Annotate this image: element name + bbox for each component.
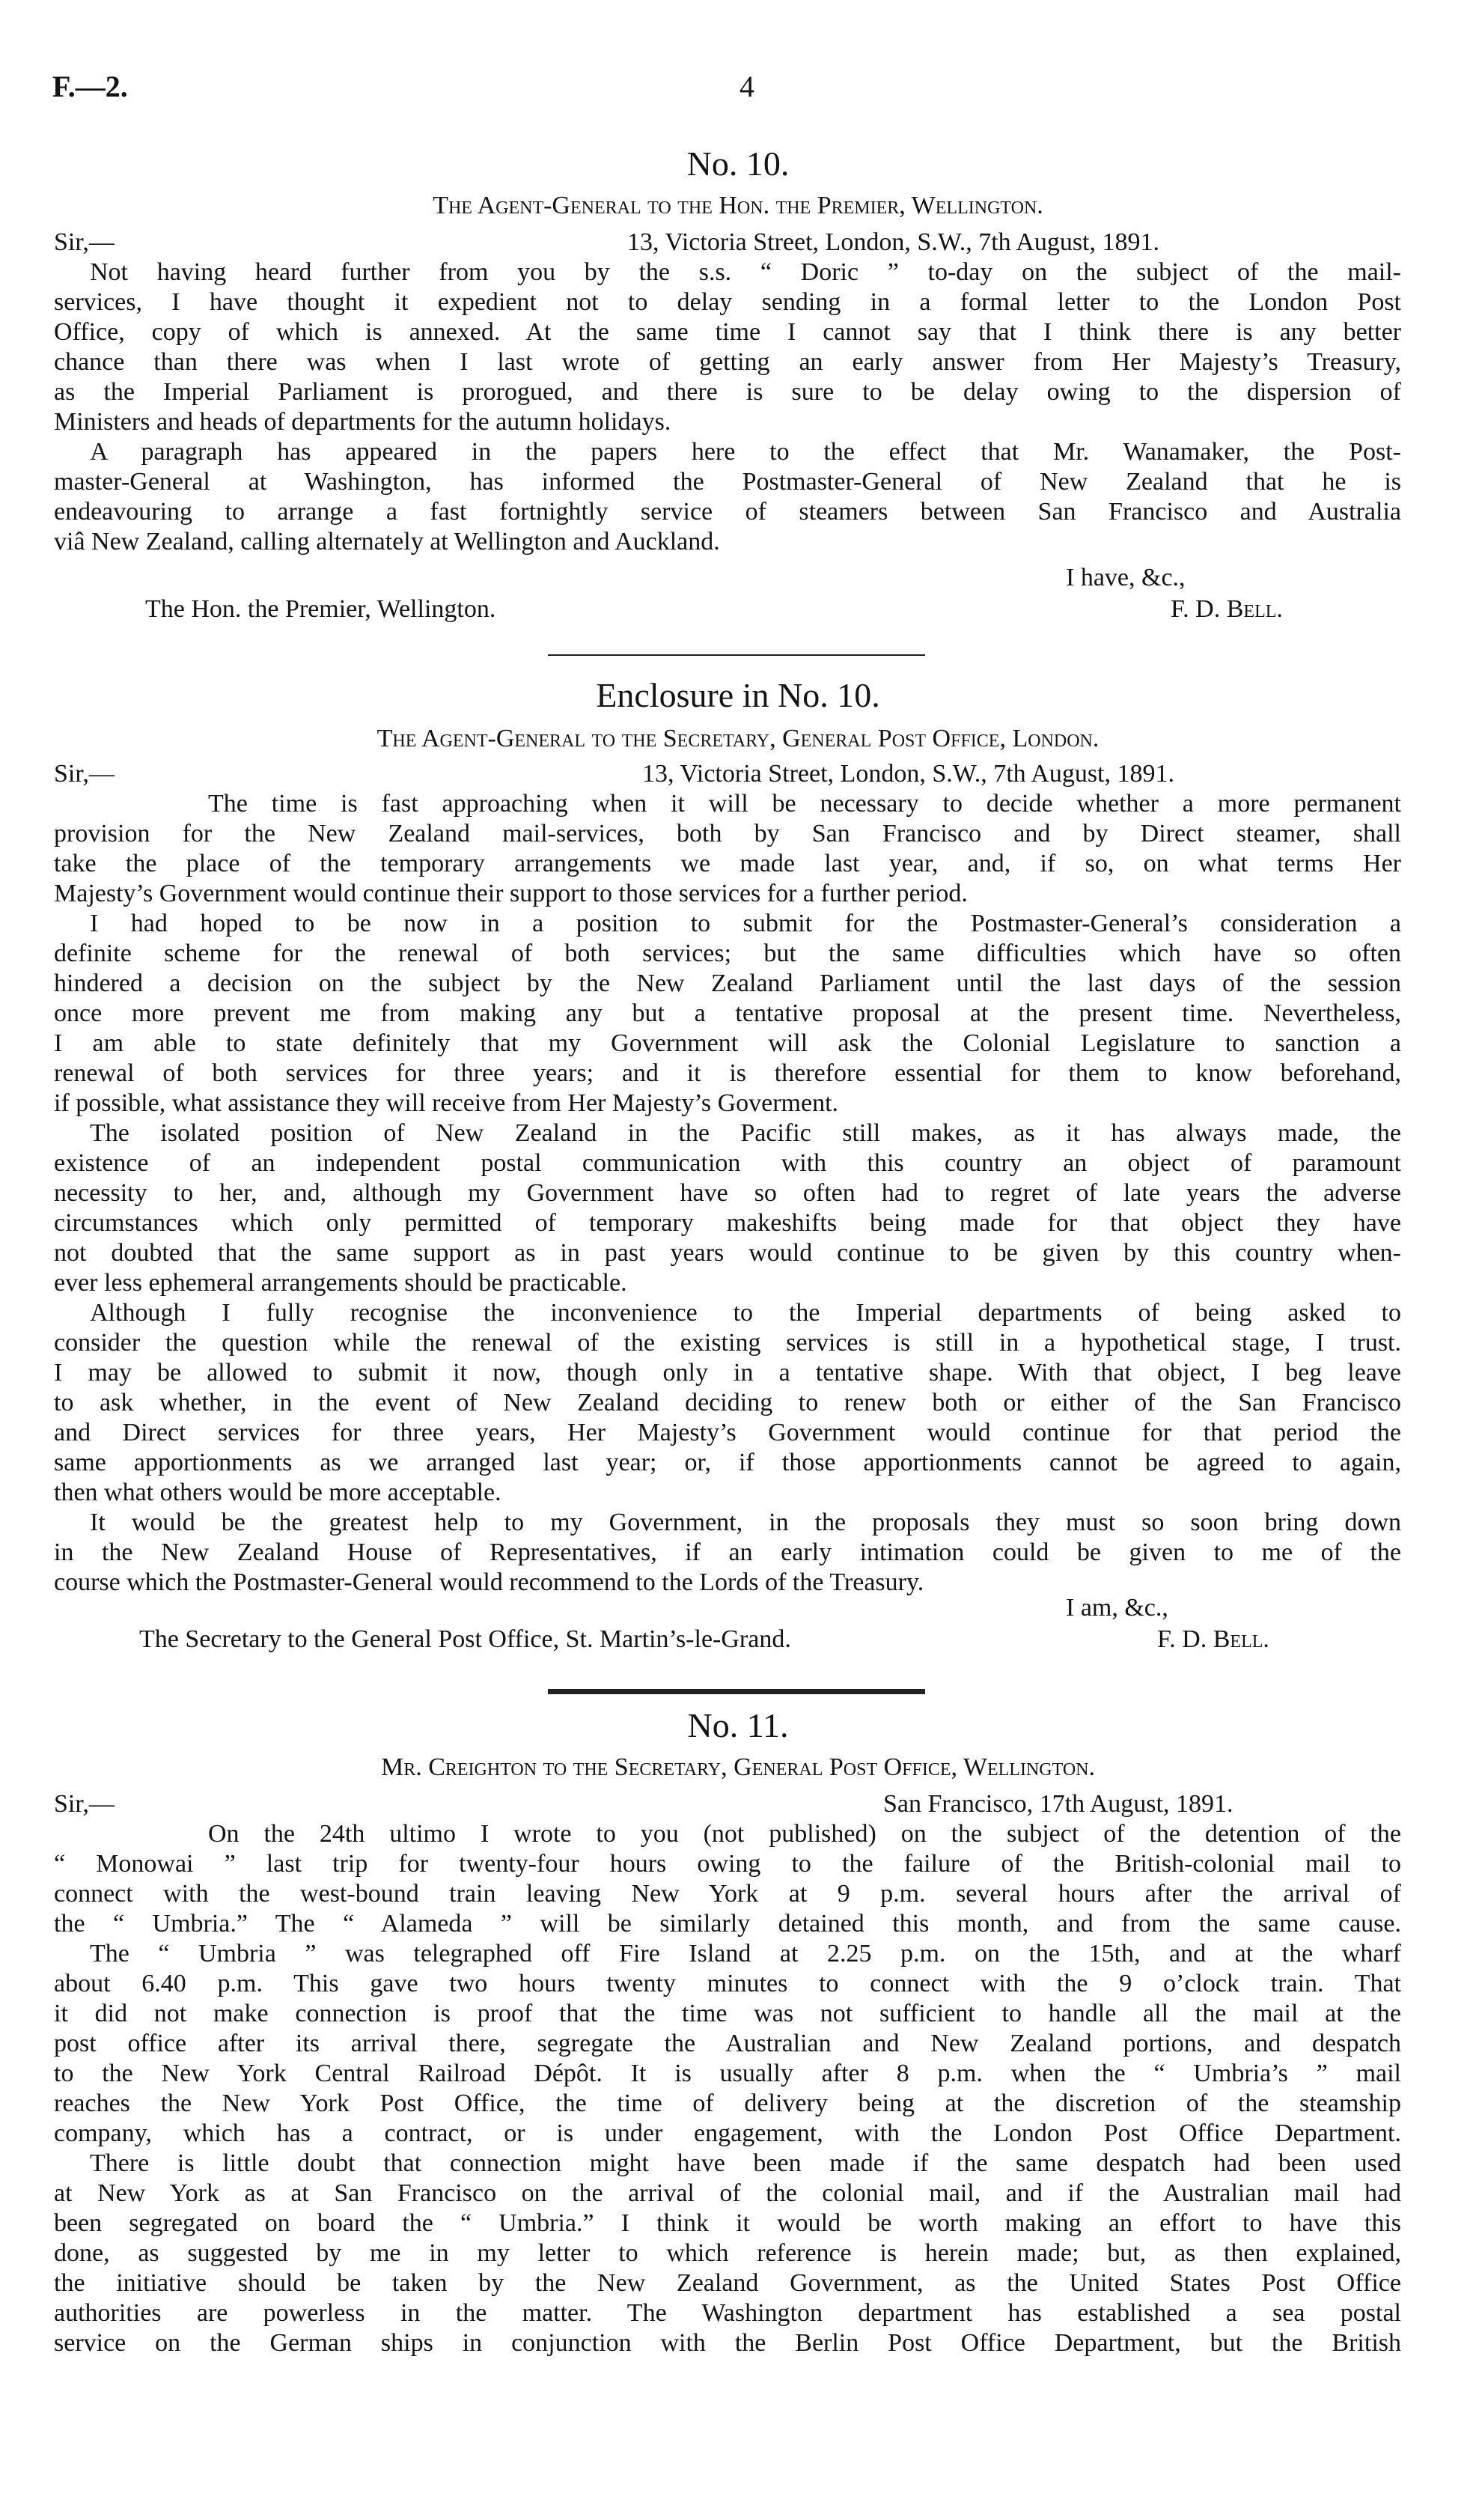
page-number: 4 bbox=[739, 70, 754, 103]
body-line: Although I fully recognise the inconvenience to the Imperial departments of being asked to bbox=[90, 1299, 1401, 1327]
body-line: A paragraph has appeared in the papers here to the effect that Mr. Wanamaker, the Post- bbox=[90, 438, 1401, 466]
body-line: circumstances which only permitted of temporary makeshifts being made for that object they have bbox=[54, 1209, 1401, 1237]
body-line: and Direct services for three years, Her Majesty’s Government would continue for that period the bbox=[54, 1419, 1401, 1446]
salutation: Sir,— bbox=[54, 1790, 115, 1818]
body-line: company, which has a contract, or is under engagement, with the London Post Office Department. bbox=[54, 2119, 1401, 2147]
body-line: to the New York Central Railroad Dépôt. It is usually after 8 p.m. when the “ Umbria’s ” mail bbox=[54, 2060, 1401, 2087]
body-line: same apportionments as we arranged last year; or, if those apportionments cannot be agreed to again, bbox=[54, 1449, 1401, 1476]
body-line: Majesty’s Government would continue their support to those services for a further period. bbox=[54, 880, 968, 907]
body-line: in the New Zealand House of Representatives, if an early intimation could be given to me of the bbox=[54, 1539, 1401, 1566]
body-line: Office, copy of which is annexed. At the same time I cannot say that I think there is any better bbox=[54, 318, 1401, 346]
body-line: once more prevent me from making any but a tentative proposal at the present time. Nevertheless, bbox=[54, 999, 1401, 1027]
body-line: ever less ephemeral arrangements should be practicable. bbox=[54, 1269, 627, 1297]
address-date: 13, Victoria Street, London, S.W., 7th August, 1891. bbox=[627, 228, 1159, 256]
body-line: the “ Umbria.” The “ Alameda ” will be similarly detained this month, and from the same cause. bbox=[54, 1910, 1401, 1938]
body-line: course which the Postmaster-General would recommend to the Lords of the Treasury. bbox=[54, 1568, 924, 1596]
body-line: chance than there was when I last wrote of getting an early answer from Her Majesty’s Treasury, bbox=[54, 348, 1401, 376]
body-line: viâ New Zealand, calling alternately at Wellington and Auckland. bbox=[54, 528, 720, 556]
body-line: The time is fast approaching when it will be necessary to decide whether a more permanent bbox=[208, 790, 1401, 818]
salutation: Sir,— bbox=[54, 760, 115, 788]
addressee: The Hon. the Premier, Wellington. bbox=[145, 595, 496, 623]
body-line: master-General at Washington, has informed the Postmaster-General of New Zealand that he is bbox=[54, 468, 1401, 496]
section-divider-heavy bbox=[548, 1689, 925, 1694]
section-heading-enclosure: Enclosure in No. 10. bbox=[596, 676, 880, 714]
body-line: post office after its arrival there, segregate the Australian and New Zealand portions, and despatch bbox=[54, 2030, 1401, 2057]
body-line: Ministers and heads of departments for the autumn holidays. bbox=[54, 408, 671, 436]
letter-subtitle: The Agent-General to the Hon. the Premier, Wellington. bbox=[433, 192, 1043, 219]
body-line: at New York as at San Francisco on the arrival of the colonial mail, and if the Australian mail had bbox=[54, 2179, 1401, 2207]
letter-subtitle: Mr. Creighton to the Secretary, General Post Office, Wellington. bbox=[380, 1753, 1096, 1781]
body-line: endeavouring to arrange a fast fortnightly service of steamers between San Francisco and Australia bbox=[54, 498, 1401, 526]
body-line: I am able to state definitely that my Government will ask the Colonial Legislature to sanction a bbox=[54, 1029, 1401, 1057]
body-line: It would be the greatest help to my Government, in the proposals they must so soon bring down bbox=[90, 1509, 1401, 1536]
body-line: I had hoped to be now in a position to submit for the Postmaster-General’s consideration a bbox=[90, 910, 1401, 937]
letter-subtitle: The Agent-General to the Secretary, General Post Office, London. bbox=[376, 725, 1100, 752]
body-line: “ Monowai ” last trip for twenty-four hours owing to the failure of the British-colonial mail to bbox=[54, 1850, 1401, 1878]
body-line: connect with the west-bound train leaving New York at 9 p.m. several hours after the arrival of bbox=[54, 1880, 1401, 1908]
section-heading-no-10: No. 10. bbox=[686, 144, 790, 183]
body-line: it did not make connection is proof that the time was not sufficient to handle all the mail at the bbox=[54, 2000, 1401, 2027]
addressee: The Secretary to the General Post Office, St. Martin’s-le-Grand. bbox=[139, 1625, 791, 1653]
body-line: if possible, what assistance they will receive from Her Majesty’s Goverment. bbox=[54, 1089, 839, 1117]
body-line: hindered a decision on the subject by the New Zealand Parliament until the last days of the session bbox=[54, 970, 1401, 997]
body-line: There is little doubt that connection might have been made if the same despatch had been used bbox=[90, 2149, 1401, 2177]
body-line: I may be allowed to submit it now, though only in a tentative shape. With that object, I beg leave bbox=[54, 1359, 1401, 1387]
body-line: authorities are powerless in the matter. The Washington department has established a sea postal bbox=[54, 2299, 1401, 2327]
address-date: San Francisco, 17th August, 1891. bbox=[883, 1790, 1233, 1818]
closing: I have, &c., bbox=[1066, 564, 1186, 591]
body-line: On the 24th ultimo I wrote to you (not published) on the subject of the detention of the bbox=[208, 1820, 1401, 1848]
body-line: not doubted that the same support as in past years would continue to be given by this country when- bbox=[54, 1239, 1401, 1267]
body-line: Not having heard further from you by the s.s. “ Doric ” to-day on the subject of the mail- bbox=[90, 258, 1401, 286]
body-line: been segregated on board the “ Umbria.” I think it would be worth making an effort to have this bbox=[54, 2209, 1401, 2237]
address-date: 13, Victoria Street, London, S.W., 7th August, 1891. bbox=[642, 760, 1174, 788]
body-line: provision for the New Zealand mail-services, both by San Francisco and by Direct steamer, shall bbox=[54, 820, 1401, 847]
section-divider bbox=[548, 654, 925, 656]
signature: F. D. Bell. bbox=[1157, 1625, 1269, 1653]
body-line: the initiative should be taken by the New Zealand Government, as the United States Post Office bbox=[54, 2269, 1401, 2297]
body-line: consider the question while the renewal of the existing services is still in a hypothetical stage, I trust. bbox=[54, 1329, 1401, 1357]
body-line: definite scheme for the renewal of both services; but the same difficulties which have so often bbox=[54, 940, 1401, 967]
closing: I am, &c., bbox=[1066, 1594, 1168, 1622]
body-line: necessity to her, and, although my Government have so often had to regret of late years the adverse bbox=[54, 1179, 1401, 1207]
section-heading-no-11: No. 11. bbox=[687, 1706, 789, 1744]
body-line: done, as suggested by me in my letter to which reference is herein made; but, as then explained, bbox=[54, 2239, 1401, 2267]
parliamentary-paper-code: F.—2. bbox=[52, 70, 128, 103]
body-line: The “ Umbria ” was telegraphed off Fire Island at 2.25 p.m. on the 15th, and at the wharf bbox=[90, 1940, 1401, 1967]
body-line: to ask whether, in the event of New Zealand deciding to renew both or either of the San Francisco bbox=[54, 1389, 1401, 1416]
body-line: about 6.40 p.m. This gave two hours twenty minutes to connect with the 9 o’clock train. That bbox=[54, 1970, 1401, 1997]
signature: F. D. Bell. bbox=[1171, 595, 1283, 623]
body-line: as the Imperial Parliament is prorogued, and there is sure to be delay owing to the dispersion of bbox=[54, 378, 1401, 406]
body-line: renewal of both services for three years; and it is therefore essential for them to know beforehand, bbox=[54, 1059, 1401, 1087]
body-line: existence of an independent postal communication with this country an object of paramount bbox=[54, 1149, 1401, 1177]
body-line: The isolated position of New Zealand in the Pacific still makes, as it has always made, the bbox=[90, 1119, 1401, 1147]
body-line: services, I have thought it expedient not to delay sending in a formal letter to the London Post bbox=[54, 288, 1401, 316]
body-line: then what others would be more acceptable. bbox=[54, 1479, 501, 1506]
body-line: reaches the New York Post Office, the time of delivery being at the discretion of the steamship bbox=[54, 2090, 1401, 2117]
salutation: Sir,— bbox=[54, 228, 115, 256]
body-line: take the place of the temporary arrangements we made last year, and, if so, on what terms Her bbox=[54, 850, 1401, 877]
body-line: service on the German ships in conjunction with the Berlin Post Office Department, but the British bbox=[54, 2329, 1401, 2357]
